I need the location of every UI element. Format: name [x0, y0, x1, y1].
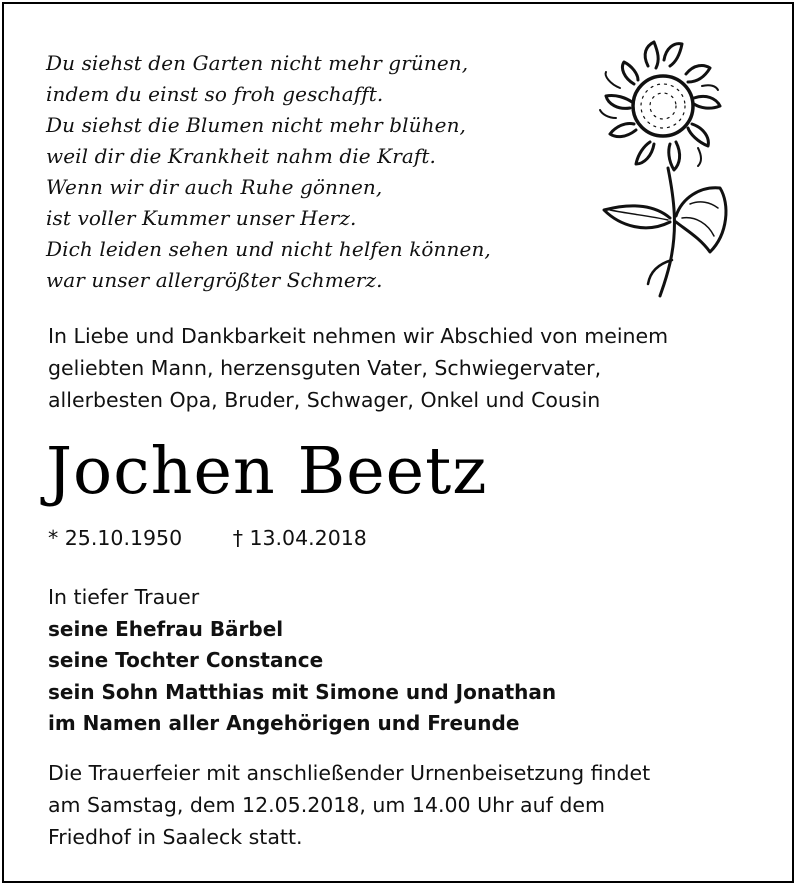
deceased-name: Jochen Beetz: [46, 434, 488, 509]
obituary-frame: [2, 2, 794, 883]
service-line: Friedhof in Saaleck statt.: [48, 825, 303, 849]
poem-line: indem du einst so froh geschafft.: [46, 82, 384, 106]
mourner-name: sein Sohn Matthias mit Simone und Jonathan: [48, 679, 557, 704]
mourners-list: [48, 582, 556, 740]
intro-line: In Liebe und Dankbarkeit nehmen wir Abschied von meinem: [48, 324, 669, 348]
intro-line: allerbesten Opa, Bruder, Schwager, Onkel und Cousin: [48, 388, 601, 412]
service-line: Die Trauerfeier mit anschließender Urnenbeisetzung findet: [48, 761, 651, 785]
mourner-name: seine Tochter Constance: [48, 648, 324, 672]
funeral-service-info: [48, 757, 768, 853]
poem-line: Wenn wir dir auch Ruhe gönnen,: [46, 175, 383, 199]
mourning-lead: In tiefer Trauer: [48, 585, 200, 609]
poem-line: war unser allergrößter Schmerz.: [46, 268, 383, 292]
intro-line: geliebten Mann, herzensguten Vater, Schwiegervater,: [48, 356, 602, 380]
poem-line: weil dir die Krankheit nahm die Kraft.: [46, 144, 436, 168]
farewell-intro: [48, 320, 768, 416]
poem-line: ist voller Kummer unser Herz.: [46, 206, 357, 230]
poem-line: Du siehst den Garten nicht mehr grünen,: [46, 51, 469, 75]
poem-line: Du siehst die Blumen nicht mehr blühen,: [46, 113, 467, 137]
poem-line: Dich leiden sehen und nicht helfen können,: [46, 237, 491, 261]
mourner-name: seine Ehefrau Bärbel: [48, 616, 284, 641]
service-line: am Samstag, dem 12.05.2018, um 14.00 Uhr auf dem: [48, 793, 605, 817]
life-dates: [48, 523, 367, 553]
sunflower-icon: [590, 38, 740, 300]
poem: [46, 48, 491, 296]
mourner-name: im Namen aller Angehörigen und Freunde: [48, 711, 520, 735]
death-date: † 13.04.2018: [232, 526, 367, 550]
birth-date: * 25.10.1950: [48, 526, 183, 550]
